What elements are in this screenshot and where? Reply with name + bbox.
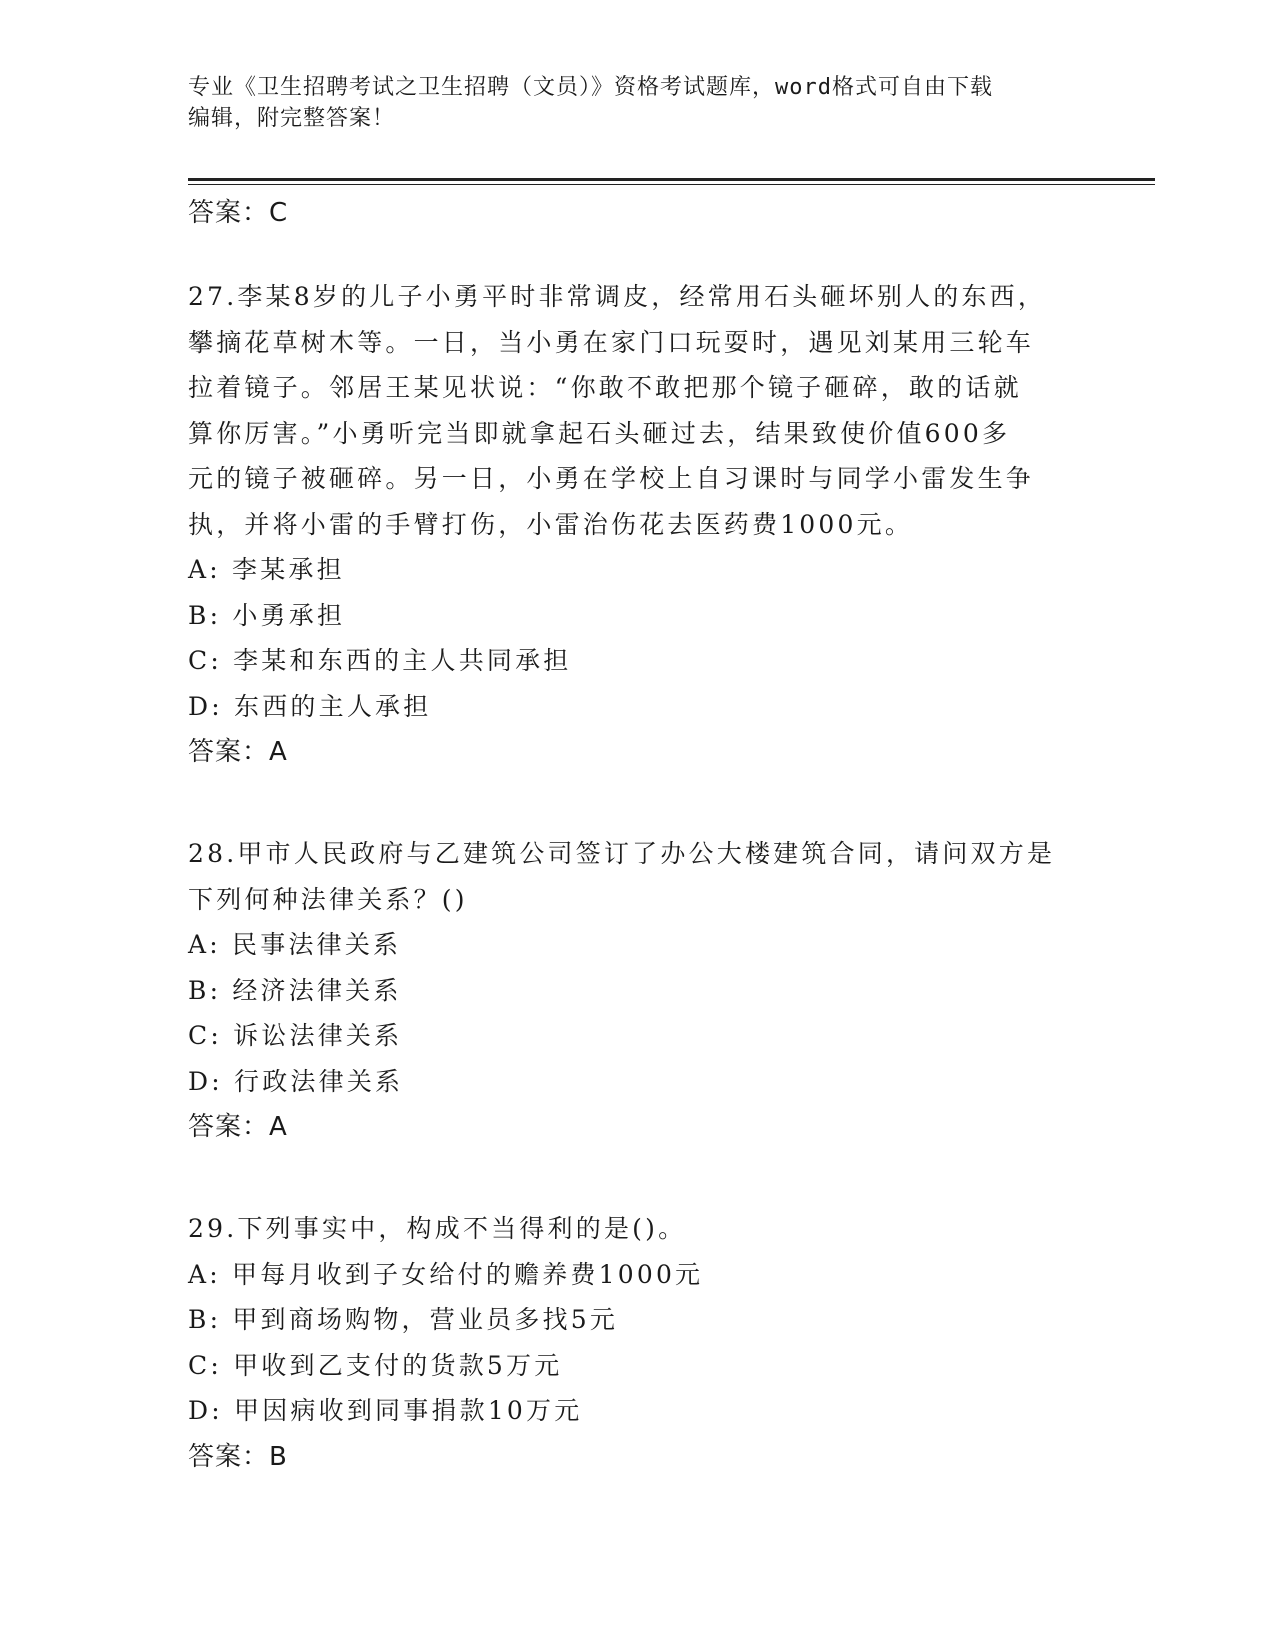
option-a: A: 李某承担	[188, 555, 345, 584]
option-d: D: 东西的主人承担	[188, 691, 432, 721]
question-block-29	[188, 1206, 1088, 1480]
option-a: A: 甲每月收到子女给付的赡养费1000元	[188, 1259, 704, 1289]
header-divider-thick	[188, 178, 1155, 181]
header-line-1: 专业《卫生招聘考试之卫生招聘（文员）》资格考试题库，word格式可自由下载	[188, 75, 993, 100]
header-divider-thin	[188, 184, 1155, 185]
question-line: 29.下列事实中，构成不当得利的是()。	[188, 1214, 687, 1243]
question-line: 执，并将小雷的手臂打伤，小雷治伤花去医药费1000元。	[188, 509, 914, 539]
question-line: 下列何种法律关系？()	[188, 884, 468, 914]
question-block-27	[188, 274, 1088, 775]
question-line: 攀摘花草树木等。一日，当小勇在家门口玩耍时，遇见刘某用三轮车	[188, 327, 1035, 357]
answer-line: 答案：B	[188, 1441, 288, 1472]
question-line: 元的镜子被砸碎。另一日，小勇在学校上自习课时与同学小雷发生争	[188, 464, 1035, 493]
question-text	[188, 831, 1088, 922]
question-block-28	[188, 831, 1088, 1150]
option-b: B: 小勇承担	[188, 600, 346, 630]
answer-line: 答案：A	[188, 1112, 288, 1142]
option-a: A: 民事法律关系	[188, 930, 402, 959]
document-body	[188, 190, 1088, 1480]
question-text	[188, 1206, 1088, 1252]
option-d: D: 甲因病收到同事捐款10万元	[188, 1396, 583, 1425]
page-header	[188, 72, 1088, 134]
question-line: 27.李某8岁的儿子小勇平时非常调皮，经常用石头砸坏别人的东西，	[188, 282, 1047, 311]
question-line: 算你厉害。”小勇听完当即就拿起石头砸过去，结果致使价值600多	[188, 418, 1011, 448]
answer-line: 答案：C	[188, 198, 289, 228]
question-text	[188, 274, 1088, 547]
option-c: C: 李某和东西的主人共同承担	[188, 646, 572, 675]
option-c: C: 诉讼法律关系	[188, 1021, 403, 1050]
question-line: 28.甲市人民政府与乙建筑公司签订了办公大楼建筑合同，请问双方是	[188, 839, 1056, 868]
header-line-2: 编辑，附完整答案！	[188, 106, 396, 131]
answer-line: 答案：A	[188, 737, 288, 767]
option-b: B: 经济法律关系	[188, 975, 402, 1005]
option-b: B: 甲到商场购物，营业员多找5元	[188, 1305, 619, 1334]
option-d: D: 行政法律关系	[188, 1066, 404, 1096]
question-line: 拉着镜子。邻居王某见状说：“你敢不敢把那个镜子砸碎，敢的话就	[188, 373, 1022, 402]
option-c: C: 甲收到乙支付的货款5万元	[188, 1350, 563, 1380]
